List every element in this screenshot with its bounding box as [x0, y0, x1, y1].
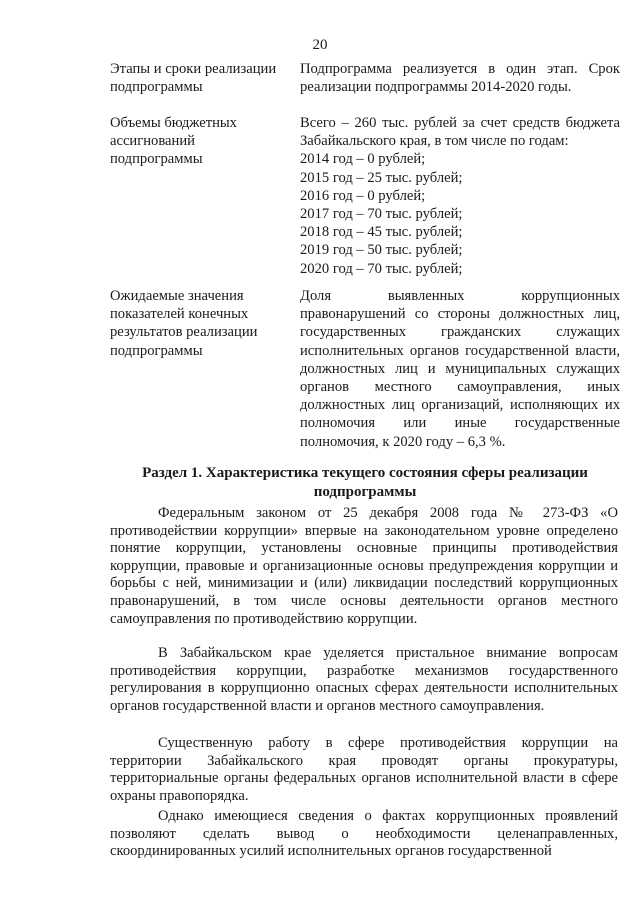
budget-year: 2015 год – 25 тыс. рублей;	[300, 169, 463, 186]
budget-year: 2014 год – 0 рублей;	[300, 151, 426, 168]
body-paragraph: В Забайкальском крае уделяется пристальное внимание вопросам противодействия коррупции, разработке механизмов государственного регулирования в коррупционно опасных сферах деятельности исполнительных органов государственной власти и органов местного самоуправления.	[110, 645, 618, 714]
stages-value: Подпрограмма реализуется в один этап. Срок реализации подпрограммы 2014-2020 годы.	[300, 61, 620, 96]
budget-year: 2019 год – 50 тыс. рублей;	[300, 242, 463, 259]
body-paragraph: Однако имеющиеся сведения о фактах коррупционных проявлений позволяют сделать вывод о необходимости целенаправленных, скоординированных усилий исполнительных органов государственной	[110, 808, 618, 860]
budget-intro: Всего – 260 тыс. рублей за счет средств бюджета Забайкальского края, в том числе по годам:	[300, 115, 620, 150]
results-label: Ожидаемые значения показателей конечных результатов реализации подпрограммы	[110, 288, 258, 359]
budget-year: 2018 год – 45 тыс. рублей;	[300, 224, 463, 241]
body-paragraph: Существенную работу в сфере противодействия коррупции на территории Забайкальского края проводят органы прокуратуры, территориальные органы федеральных органов исполнительной власти в сфере охраны правопорядка.	[110, 735, 618, 804]
budget-value	[300, 114, 620, 278]
page-number: 20	[312, 37, 328, 53]
stages-label: Этапы и сроки реализации подпрограммы	[110, 61, 277, 96]
body-paragraph: Федеральным законом от 25 декабря 2008 года № 273-ФЗ «О противодействии коррупции» впервые на законодательном уровне определено понятие коррупции, установлены основные принципы противодействия коррупции, правовые и организационные основы предупреждения коррупции и борьбы с ней, минимизации и (или) ликвидации последствий коррупционных правонарушений, в том числе основы деятельности органов местного самоуправления по противодействию коррупции.	[110, 505, 618, 627]
budget-year: 2017 год – 70 тыс. рублей;	[300, 206, 463, 223]
section-title: Раздел 1. Характеристика текущего состояния сферы реализации подпрограммы	[142, 465, 588, 500]
budget-label: Объемы бюджетных ассигнований подпрограммы	[110, 115, 237, 168]
results-value: Доля выявленных коррупционных правонарушений со стороны должностных лиц, государственных гражданских служащих исполнительных органов государственной власти, должностных лиц и муниципальных служащих органов местного самоуправления, иных должностных лиц организаций, исполняющих их полномочия или иные государственные полномочия, к 2020 году – 6,3 %.	[300, 288, 620, 450]
budget-year: 2020 год – 70 тыс. рублей;	[300, 260, 463, 277]
budget-year: 2016 год – 0 рублей;	[300, 187, 426, 204]
